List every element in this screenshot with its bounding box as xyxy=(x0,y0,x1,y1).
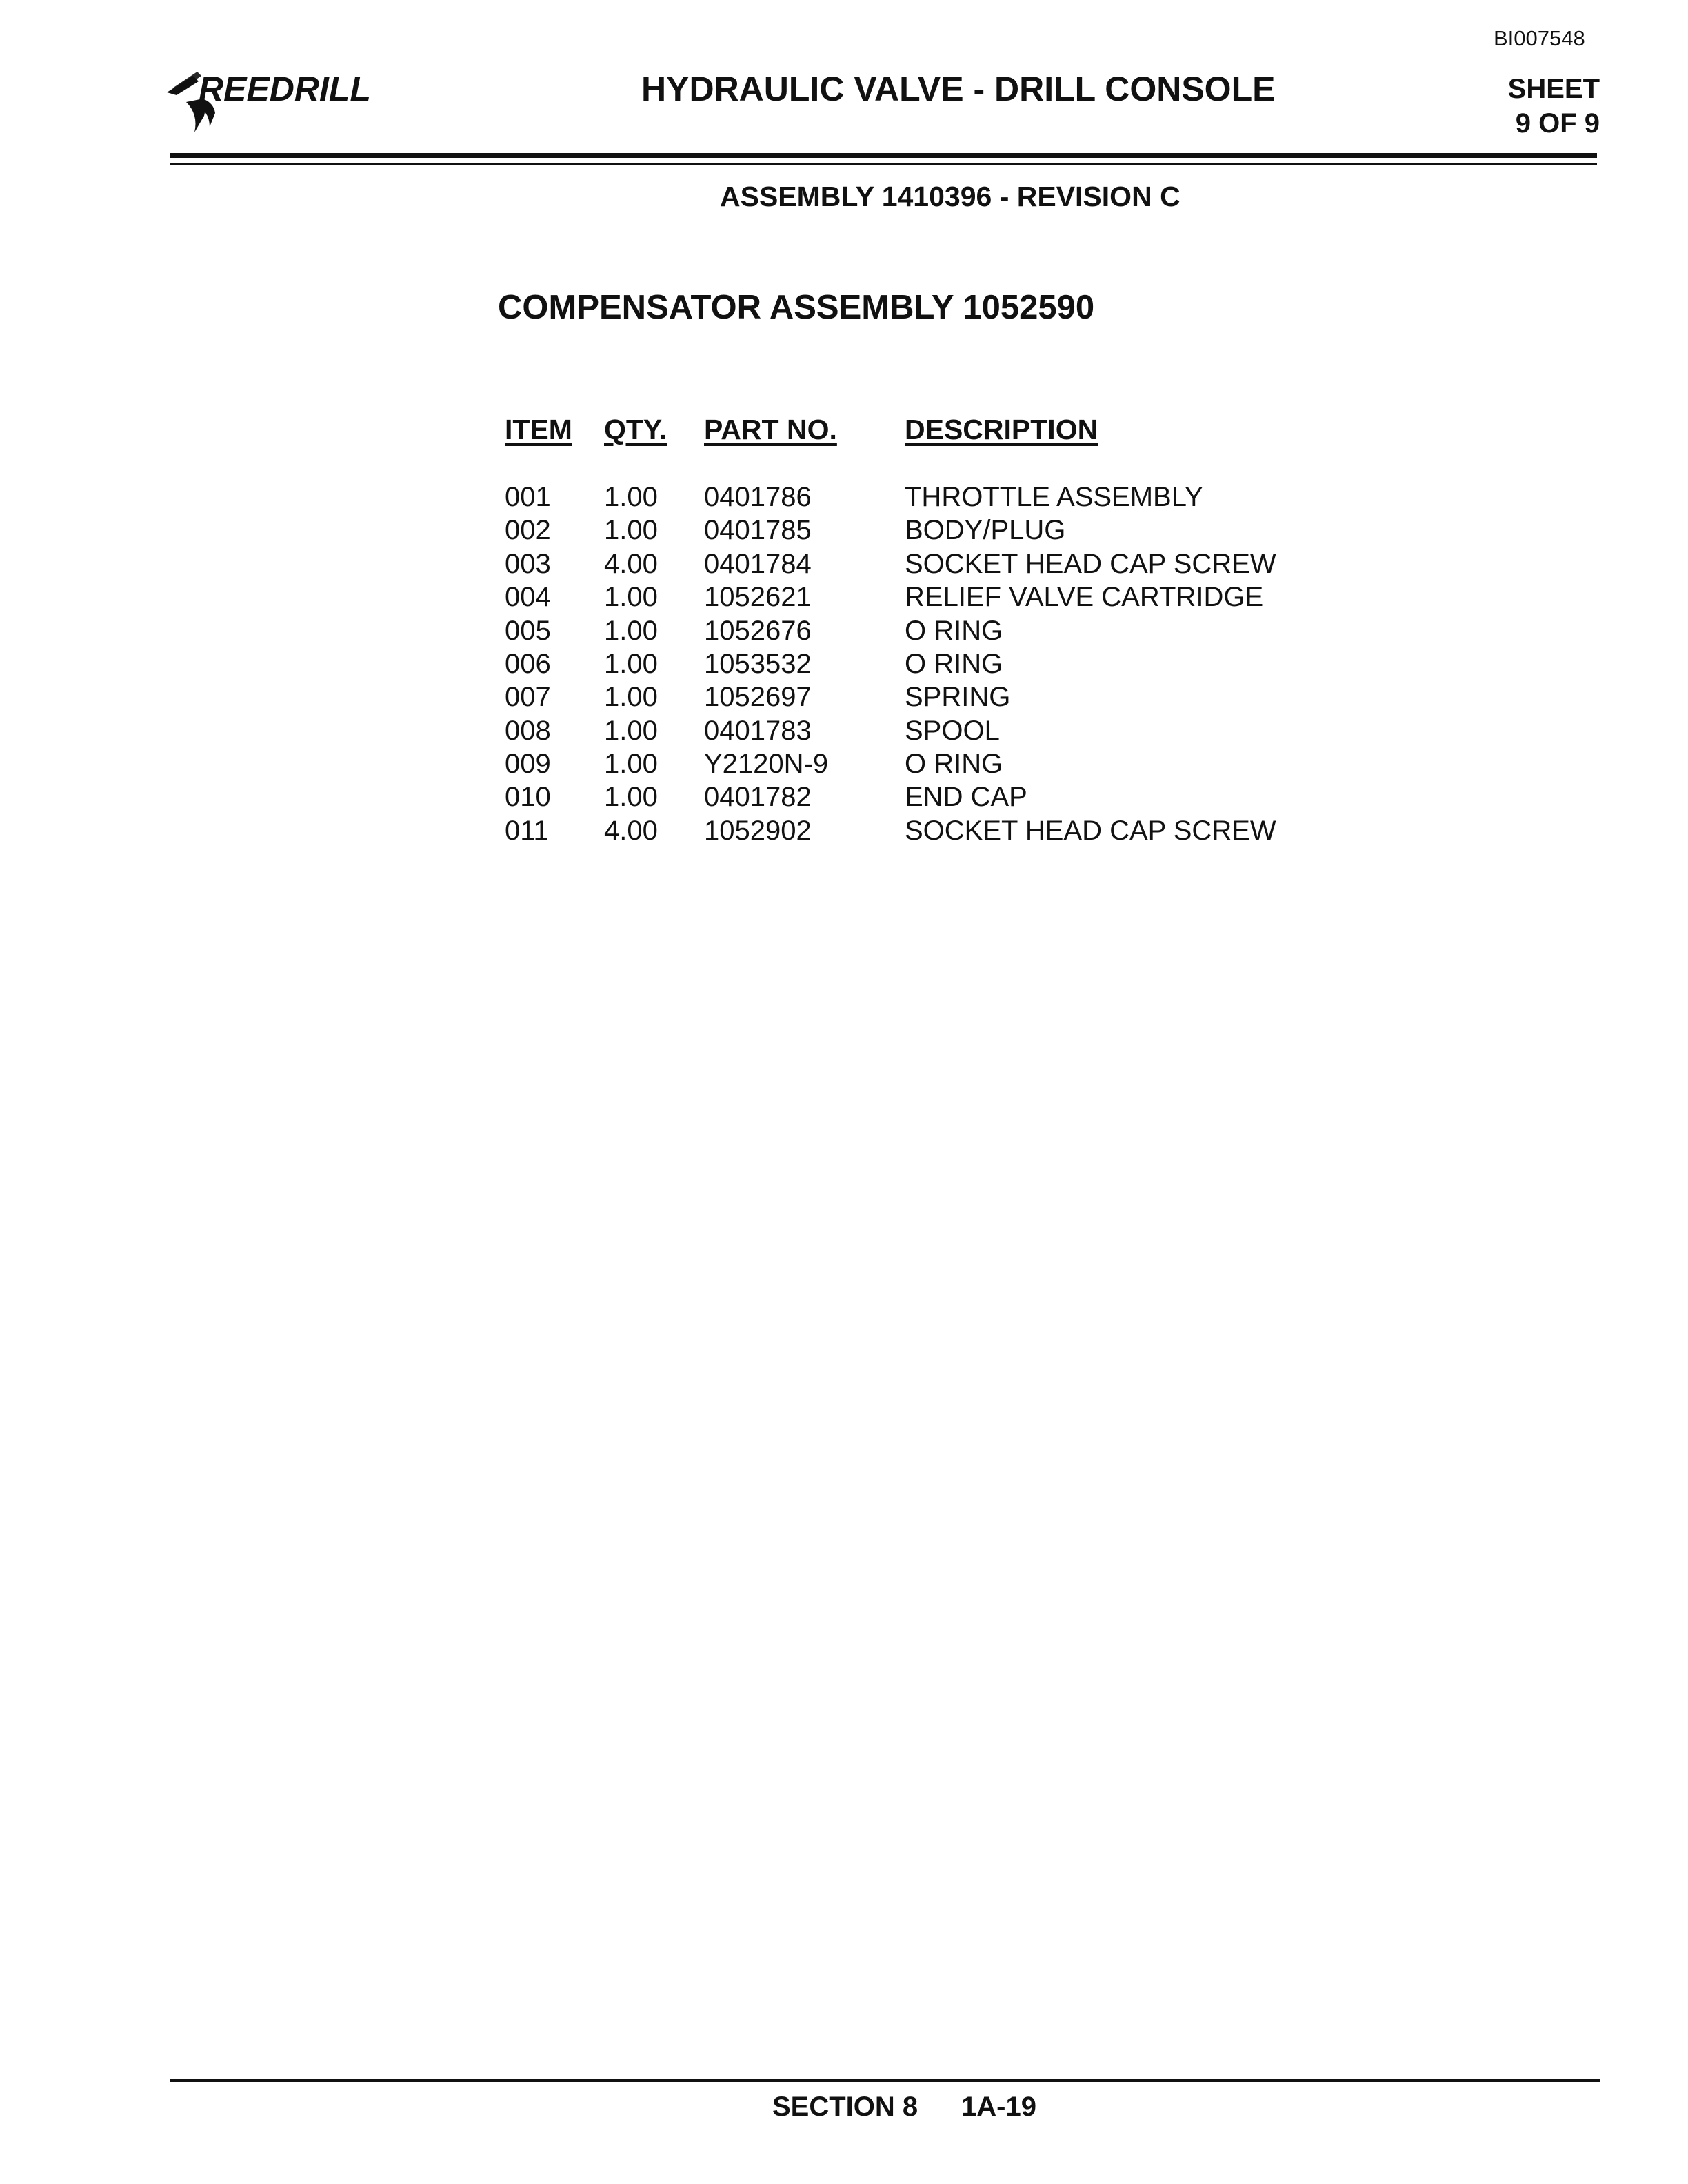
part-description: SPRING xyxy=(905,682,1011,712)
part-description: O RING xyxy=(905,649,1003,679)
table-row xyxy=(0,580,1688,614)
subassembly-title: COMPENSATOR ASSEMBLY 1052590 xyxy=(498,289,1095,326)
item-number: 009 xyxy=(505,749,551,779)
column-header-item: ITEM xyxy=(505,414,572,445)
table-row xyxy=(0,814,1688,847)
item-number: 006 xyxy=(505,649,551,679)
table-row xyxy=(0,514,1688,547)
footer-section: SECTION 8 xyxy=(772,2092,918,2122)
part-number: 1052697 xyxy=(704,682,812,712)
part-number: 0401782 xyxy=(704,782,812,812)
item-number: 001 xyxy=(505,482,551,512)
item-qty: 1.00 xyxy=(604,749,658,779)
part-description: RELIEF VALVE CARTRIDGE xyxy=(905,582,1264,612)
part-number: 0401784 xyxy=(704,549,812,579)
item-qty: 4.00 xyxy=(604,549,658,579)
item-number: 004 xyxy=(505,582,551,612)
column-header-description: DESCRIPTION xyxy=(905,414,1098,445)
part-description: THROTTLE ASSEMBLY xyxy=(905,482,1203,512)
part-number: 0401783 xyxy=(704,716,812,746)
table-row xyxy=(0,547,1688,580)
header-rule-thin xyxy=(170,163,1597,165)
item-number: 002 xyxy=(505,515,551,545)
part-description: BODY/PLUG xyxy=(905,515,1066,545)
part-number: 1052902 xyxy=(704,816,812,846)
assembly-revision: ASSEMBLY 1410396 - REVISION C xyxy=(720,181,1180,212)
table-row xyxy=(0,747,1688,780)
document-id: BI007548 xyxy=(1494,26,1585,50)
document-title: HYDRAULIC VALVE - DRILL CONSOLE xyxy=(641,70,1276,108)
sheet-number: 9 OF 9 xyxy=(1515,108,1600,139)
item-qty: 4.00 xyxy=(604,816,658,846)
item-number: 008 xyxy=(505,716,551,746)
item-qty: 1.00 xyxy=(604,682,658,712)
part-number: 1052621 xyxy=(704,582,812,612)
part-description: SPOOL xyxy=(905,716,1000,746)
part-number: 0401785 xyxy=(704,515,812,545)
logo-text: REEDRILL xyxy=(199,70,371,108)
item-qty: 1.00 xyxy=(604,582,658,612)
reedrill-logo xyxy=(165,61,400,136)
sheet-indicator xyxy=(1476,72,1600,141)
item-qty: 1.00 xyxy=(604,515,658,545)
item-qty: 1.00 xyxy=(604,482,658,512)
column-header-part-no: PART NO. xyxy=(704,414,837,445)
table-row xyxy=(0,714,1688,747)
item-number: 005 xyxy=(505,616,551,646)
item-number: 010 xyxy=(505,782,551,812)
column-header-qty: QTY. xyxy=(604,414,667,445)
item-qty: 1.00 xyxy=(604,716,658,746)
item-qty: 1.00 xyxy=(604,616,658,646)
part-description: O RING xyxy=(905,616,1003,646)
item-qty: 1.00 xyxy=(604,782,658,812)
table-row xyxy=(0,780,1688,813)
footer-page-number: 1A-19 xyxy=(961,2092,1036,2122)
footer-rule xyxy=(170,2079,1600,2082)
part-description: O RING xyxy=(905,749,1003,779)
table-row xyxy=(0,614,1688,647)
part-number: 1052676 xyxy=(704,616,812,646)
item-number: 003 xyxy=(505,549,551,579)
table-row xyxy=(0,680,1688,714)
sheet-label: SHEET xyxy=(1507,74,1600,104)
part-number: Y2120N-9 xyxy=(704,749,829,779)
item-number: 011 xyxy=(505,816,549,846)
part-number: 0401786 xyxy=(704,482,812,512)
part-number: 1053532 xyxy=(704,649,812,679)
header-rule-thick xyxy=(170,153,1597,158)
table-row xyxy=(0,647,1688,680)
table-row xyxy=(0,481,1688,514)
item-number: 007 xyxy=(505,682,551,712)
item-qty: 1.00 xyxy=(604,649,658,679)
part-description: END CAP xyxy=(905,782,1027,812)
part-description: SOCKET HEAD CAP SCREW xyxy=(905,549,1276,579)
part-description: SOCKET HEAD CAP SCREW xyxy=(905,816,1276,846)
